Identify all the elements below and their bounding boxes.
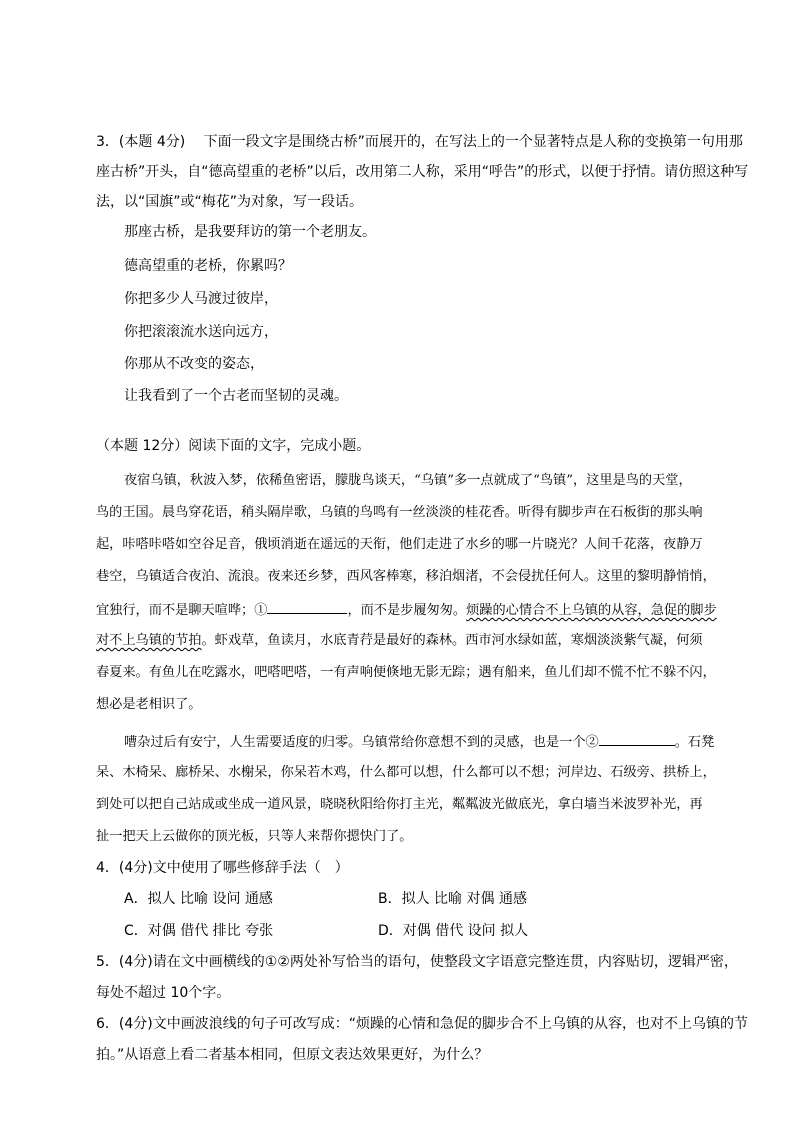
passage-p2-line-3: 到处可以把自己站成或坐成一道风景，晓晓秋阳给你打主光，粼粼波光做底光，拿白墙当米波罗补光，再 — [96, 797, 703, 812]
q4-stem: 4．(4分)文中使用了哪些修辞手法（ ） — [96, 860, 349, 876]
line5-text-b: ，而不是步履匆匆。 — [347, 603, 467, 618]
q5-line-1: 5．(4分)请在文中画横线的①②两处补写恰当的语句，使整段文字语意完整连贯，内容贴切，逻辑严密， — [96, 954, 738, 970]
passage-p1-line-6 — [96, 631, 703, 651]
q3-poem-line-4: 你把滚滚流水送向远方， — [124, 324, 278, 340]
q6-line-1: 6．(4分)文中画波浪线的句子可改写成：“烦躁的心情和急促的脚步合不上乌镇的从容，也对不上乌镇的节 — [96, 1016, 748, 1032]
p2-text-b: 。石凳 — [674, 735, 715, 750]
q3-poem-line-2: 德高望重的老桥，你累吗？ — [124, 258, 292, 274]
q3-poem-line-1: 那座古桥，是我要拜访的第一个老朋友。 — [124, 224, 376, 240]
passage-p1-line-4: 巷空，乌镇适合夜泊、流浪。夜来还乡梦，西风客棒寒，移泊烟渚，不会侵扰任何人。这里的黎明静悄悄， — [96, 569, 716, 584]
line6-text-b: 。虾戏草，鱼读月，水底青荇是最好的森林。西市河水绿如蓝，寒烟淡淡紫气凝，何须 — [201, 633, 703, 648]
wavy-sentence-part-1: 烦躁的心情合不上乌镇的从容，急促的脚步 — [466, 603, 717, 618]
q6-line-2: 拍。”从语意上看二者基本相同，但原文表达效果更好，为什么？ — [96, 1047, 489, 1063]
passage-p1-line-1: 夜宿乌镇，秋波入梦，依稀鱼密语，朦胧鸟谈天，“乌镇”多一点就成了“鸟镇”，这里是鸟的天堂， — [124, 473, 692, 488]
passage-p2-line-4: 扯一把天上云做你的顶光板，只等人来帮你摁快门了。 — [96, 829, 413, 844]
q3-line-1: 3．(本题 4分) 下面一段文字是围绕古桥”而展开的，在写法上的一个显著特点是人称的变换第一句用那 — [96, 134, 743, 150]
passage-p2-line-1 — [124, 731, 714, 753]
q3-poem-line-3: 你把多少人马渡过彼岸， — [124, 291, 278, 307]
passage-p2-line-2: 呆、木椅呆、廊桥呆、水榭呆，你呆若木鸡，什么都可以想，什么都可以不想；河岸边、石级旁、拱桥上， — [96, 765, 716, 780]
q3-poem-line-5: 你那从不改变的姿态， — [124, 356, 264, 372]
passage-intro: （本题 12分）阅读下面的文字，完成小题。 — [96, 438, 371, 454]
q3-line-2: 座古桥”开头，自“德高望重的老桥”以后，改用第二人称，采用“呼告”的形式，以便于抒情。请仿照这种写 — [96, 164, 749, 180]
passage-p1-line-3: 起，咔嗒咔嗒如空谷足音，俄顷消逝在遥远的天衔，他们走进了水乡的哪一片晓光？人间千花落，夜静万 — [96, 537, 703, 552]
passage-p1-line-5 — [96, 599, 717, 621]
blank-2[interactable] — [599, 731, 675, 746]
passage-p1-line-8: 想必是老相识了。 — [96, 697, 202, 712]
q3-poem-line-6: 让我看到了一个古老而坚韧的灵魂。 — [124, 388, 348, 404]
passage-p1-line-7: 春夏来。有鱼儿在吃露水，吧嗒吧嗒，一有声响便倏地无影无踪；遇有船来，鱼儿们却不慌不忙不躲不闪， — [96, 665, 716, 680]
line5-text-a: 宜独行，而不是聊天喧哗；① — [96, 603, 268, 618]
q4-option-b[interactable]: B．拟人 比喻 对偶 通感 — [378, 891, 527, 907]
wavy-sentence-part-2: 对不上乌镇的节拍 — [96, 633, 202, 648]
q4-option-d[interactable]: D．对偶 借代 设问 拟人 — [378, 923, 529, 939]
q4-option-a[interactable]: A．拟人 比喻 设问 通感 — [124, 891, 273, 907]
q3-line-3: 法，以“国旗”或“梅花”为对象，写一段话。 — [96, 194, 364, 210]
q5-line-2: 每处不超过 10个字。 — [96, 985, 231, 1001]
q4-option-c[interactable]: C．对偶 借代 排比 夸张 — [124, 923, 274, 939]
blank-1[interactable] — [267, 599, 347, 614]
p2-text-a: 嘈杂过后有安宁，人生需要适度的归零。乌镇常给你意想不到的灵感，也是一个② — [124, 735, 599, 750]
passage-p1-line-2: 鸟的王国。晨鸟穿花语，稍头隔岸歌，乌镇的鸟鸣有一丝淡淡的桂花香。听得有脚步声在石板街的那头响 — [96, 505, 703, 520]
